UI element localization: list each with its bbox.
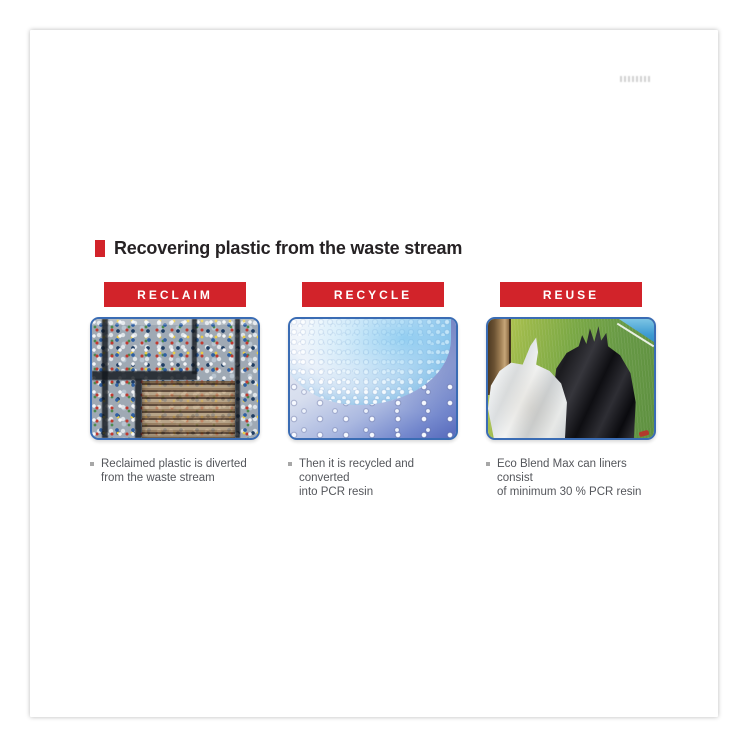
reclaim-banner: RECLAIM <box>104 282 246 307</box>
plastic-bales-photo <box>90 317 260 440</box>
caption-text: Reclaimed plastic is diverted from the waste stream <box>101 458 247 484</box>
faint-watermark <box>620 76 650 82</box>
caption-text: Then it is recycled and converted into PCR resin <box>299 458 415 498</box>
section-title-row <box>95 238 462 259</box>
caption-text: Eco Blend Max can liners consist of minimum 30 % PCR resin <box>497 458 642 498</box>
bale-seam <box>135 379 142 439</box>
column-recycle <box>288 282 458 499</box>
bale-top-highlight <box>92 319 258 325</box>
bale-seam <box>192 319 197 374</box>
reclaim-caption <box>90 457 260 485</box>
reuse-caption <box>486 457 656 499</box>
can-liners-photo <box>486 317 656 440</box>
bale-seam <box>92 371 197 379</box>
recycle-banner: RECYCLE <box>302 282 444 307</box>
page-title: Recovering plastic from the waste stream <box>114 238 463 258</box>
caption-bullet-icon <box>288 462 292 466</box>
caption-bullet-icon <box>90 462 94 466</box>
recycle-caption <box>288 457 458 499</box>
brown-bale <box>142 381 235 438</box>
process-columns <box>90 282 656 499</box>
reuse-banner: REUSE <box>500 282 642 307</box>
pcr-resin-pellets-photo <box>288 317 458 440</box>
caption-bullet-icon <box>486 462 490 466</box>
red-square-bullet-icon <box>95 240 105 257</box>
column-reclaim <box>90 282 260 499</box>
bale-seam <box>235 319 240 438</box>
document-page <box>30 30 718 717</box>
column-reuse <box>486 282 656 499</box>
